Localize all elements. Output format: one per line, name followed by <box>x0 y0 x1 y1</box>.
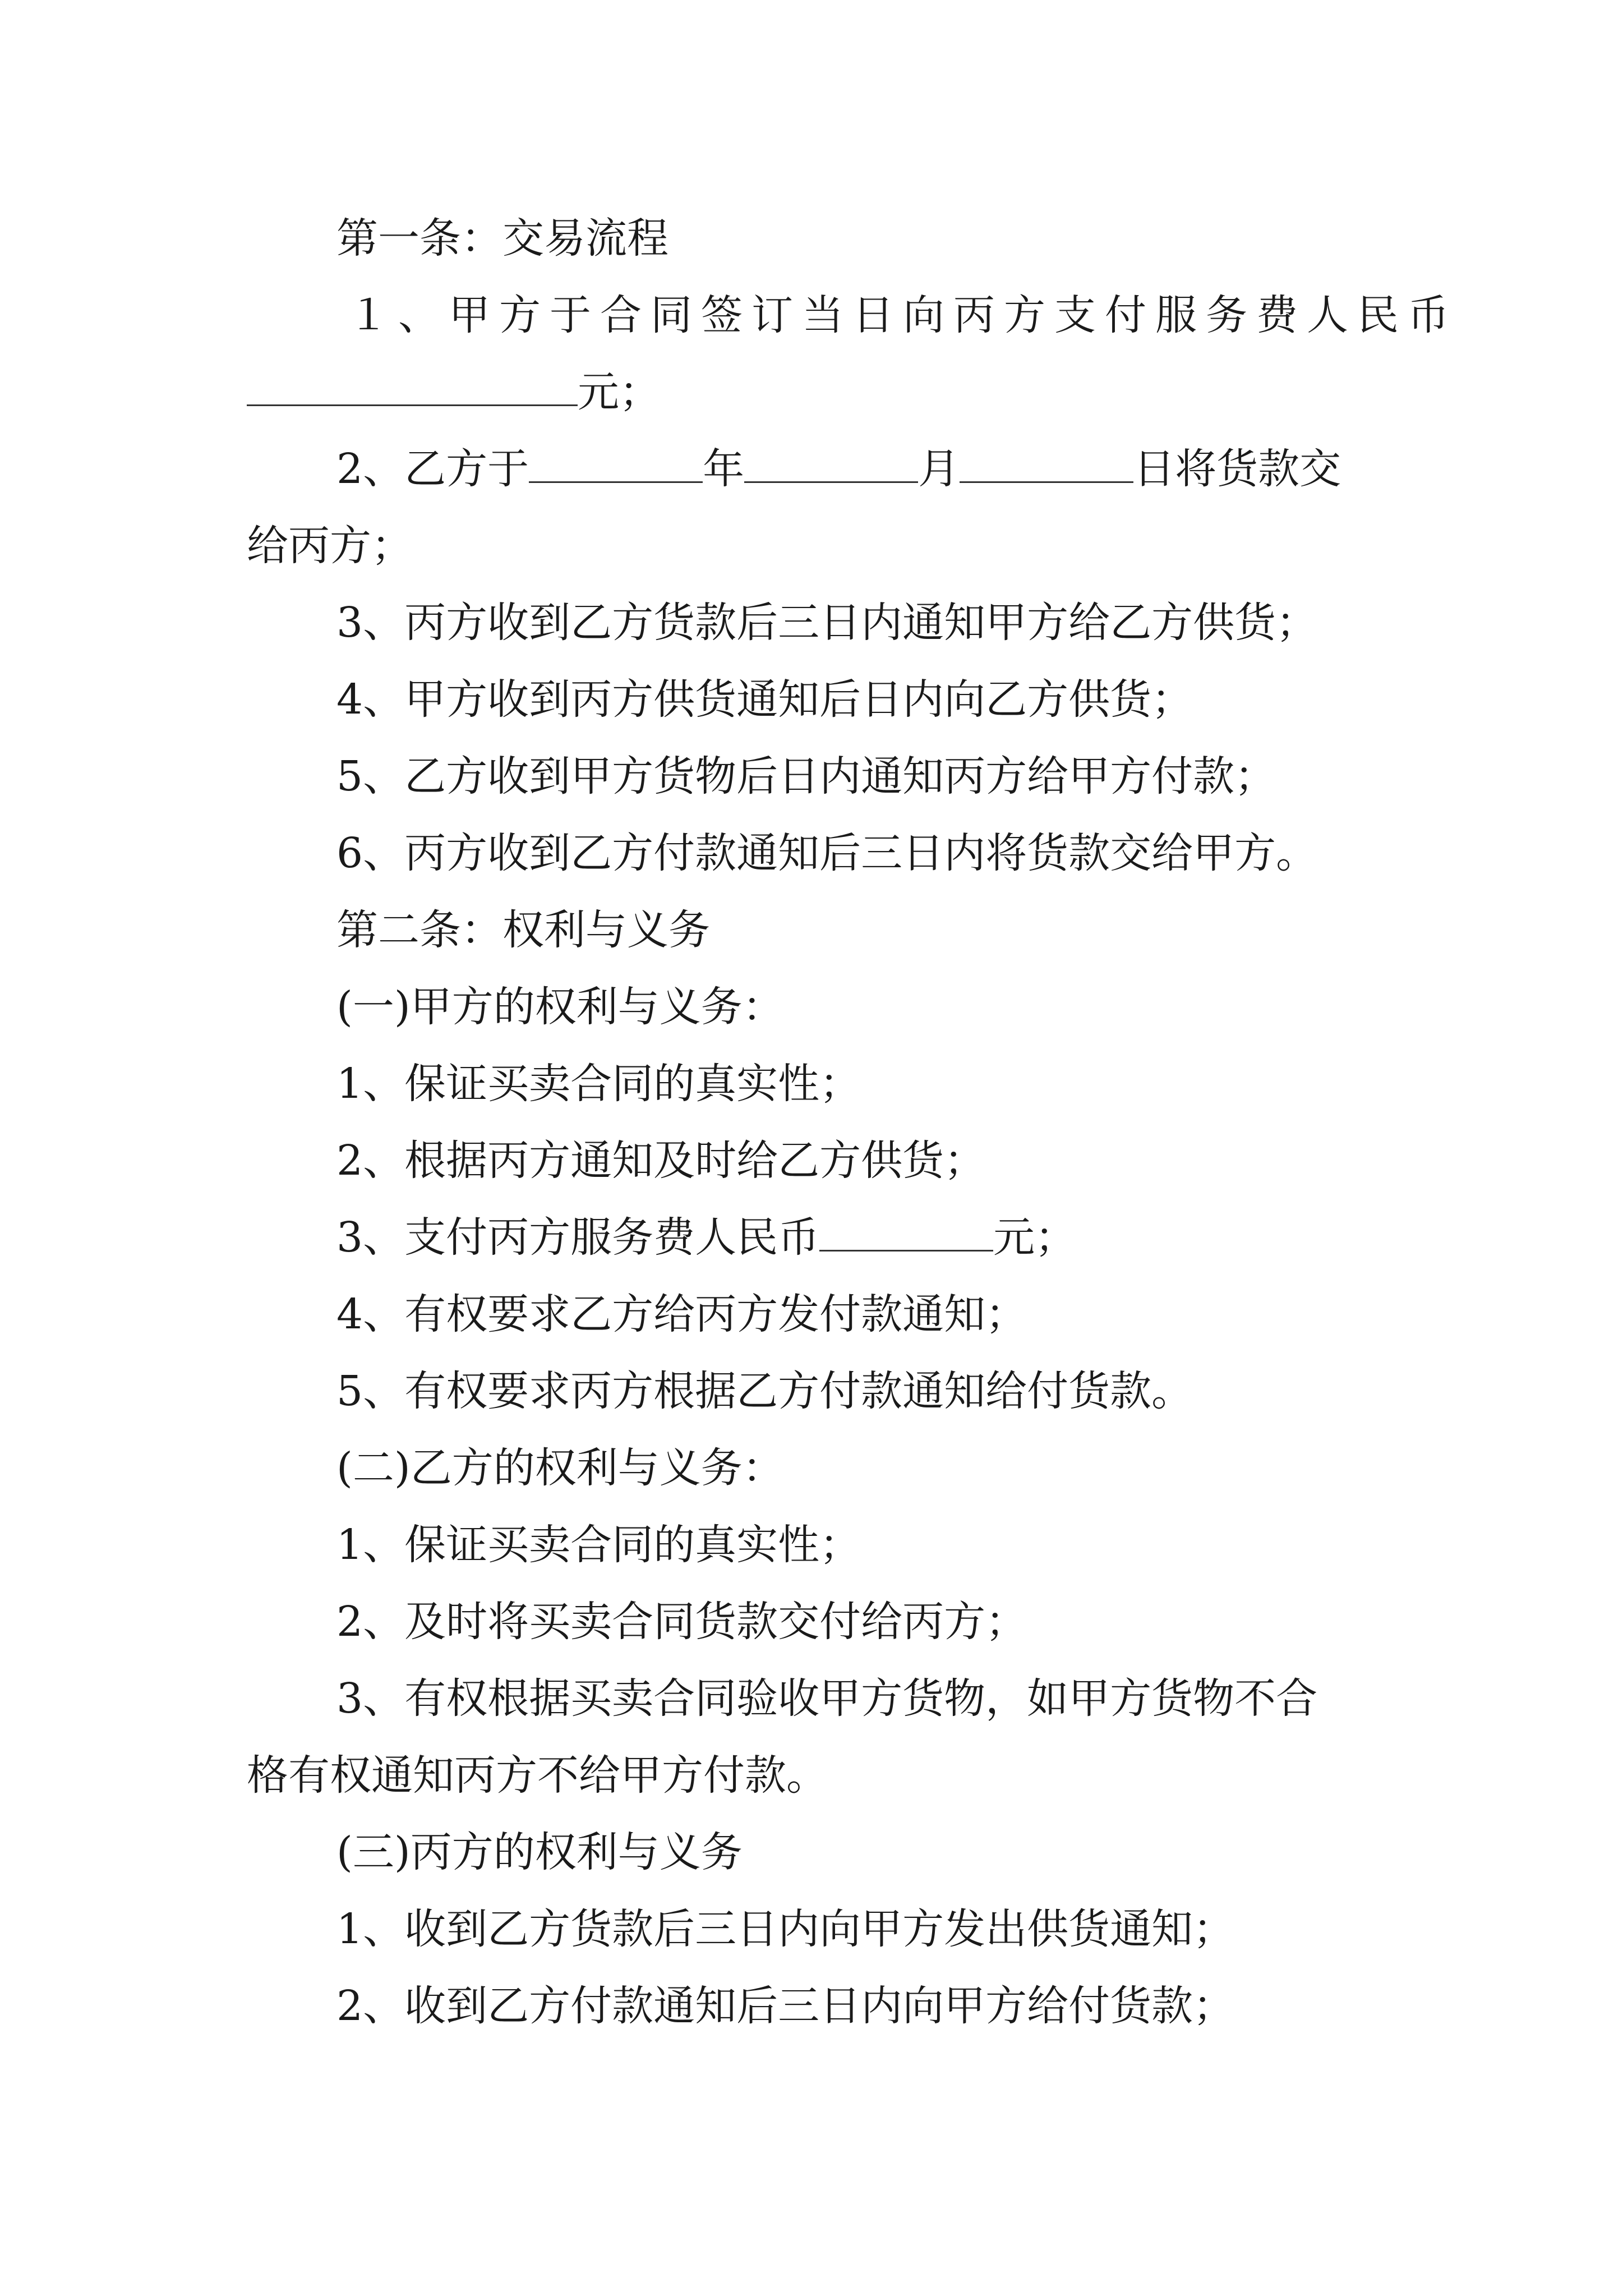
year-blank[interactable] <box>529 442 703 483</box>
party-b-item-1: 1、保证买卖合同的真实性； <box>336 1521 861 1569</box>
party-a-item-3-suffix: 元； <box>993 1213 1077 1262</box>
article-1-item-5: 5、乙方收到甲方货物后日内通知丙方给甲方付款； <box>336 752 1276 800</box>
party-c-item-2: 2、收到乙方付款通知后三日内向甲方给付货款； <box>336 1982 1235 2030</box>
party-a-item-3 <box>0 1209 1623 1266</box>
article-2-title: 第二条：权利与义务 <box>336 906 710 954</box>
month-blank[interactable] <box>744 442 918 483</box>
article-1-item-2 <box>0 441 1623 497</box>
party-a-item-1: 1、保证买卖合同的真实性； <box>336 1060 861 1108</box>
party-b-heading: (二)乙方的权利与义务： <box>336 1444 784 1492</box>
article-1-item-1: １、甲方于合同签订当日向丙方支付服务费人民币 <box>348 291 1458 339</box>
article-1-item-2-tail: 日将货款交 <box>1133 445 1341 493</box>
article-1-item-1-suffix: 元； <box>578 368 661 416</box>
service-fee-blank[interactable] <box>819 1211 993 1251</box>
party-b-item-2: 2、及时将买卖合同货款交付给丙方； <box>336 1598 1027 1646</box>
article-1-item-3: 3、丙方收到乙方货款后三日内通知甲方给乙方供货； <box>336 599 1318 647</box>
day-blank[interactable] <box>960 442 1133 483</box>
amount-blank[interactable] <box>247 365 578 406</box>
party-b-item-3: 3、有权根据买卖合同验收甲方货物，如甲方货物不合 <box>336 1674 1318 1723</box>
party-a-heading: (一)甲方的权利与义务： <box>336 983 784 1031</box>
party-a-item-3-prefix: 3、支付丙方服务费人民币 <box>336 1213 820 1262</box>
party-c-item-1: 1、收到乙方货款后三日内向甲方发出供货通知； <box>336 1905 1235 1953</box>
article-1-item-4: 4、甲方收到丙方供货通知后日内向乙方供货； <box>336 675 1193 724</box>
article-1-item-2-prefix: 2、乙方于 <box>336 445 529 493</box>
party-a-item-2: 2、根据丙方通知及时给乙方供货； <box>336 1137 986 1185</box>
party-a-item-4: 4、有权要求乙方给丙方发付款通知； <box>336 1290 1027 1338</box>
article-1-item-6: 6、丙方收到乙方付款通知后三日内将货款交给甲方。 <box>336 829 1318 877</box>
party-b-item-3-cont: 格有权通知丙方不给甲方付款。 <box>247 1751 828 1800</box>
month-label: 月 <box>918 445 960 493</box>
year-label: 年 <box>703 445 745 493</box>
article-1-title: 第一条：交易流程 <box>336 214 668 263</box>
party-c-heading: (三)丙方的权利与义务 <box>336 1828 743 1876</box>
article-1-item-1-cont <box>0 364 1623 420</box>
party-a-item-5: 5、有权要求丙方根据乙方付款通知给付货款。 <box>336 1367 1193 1415</box>
article-1-item-2-cont: 给丙方； <box>247 522 413 570</box>
